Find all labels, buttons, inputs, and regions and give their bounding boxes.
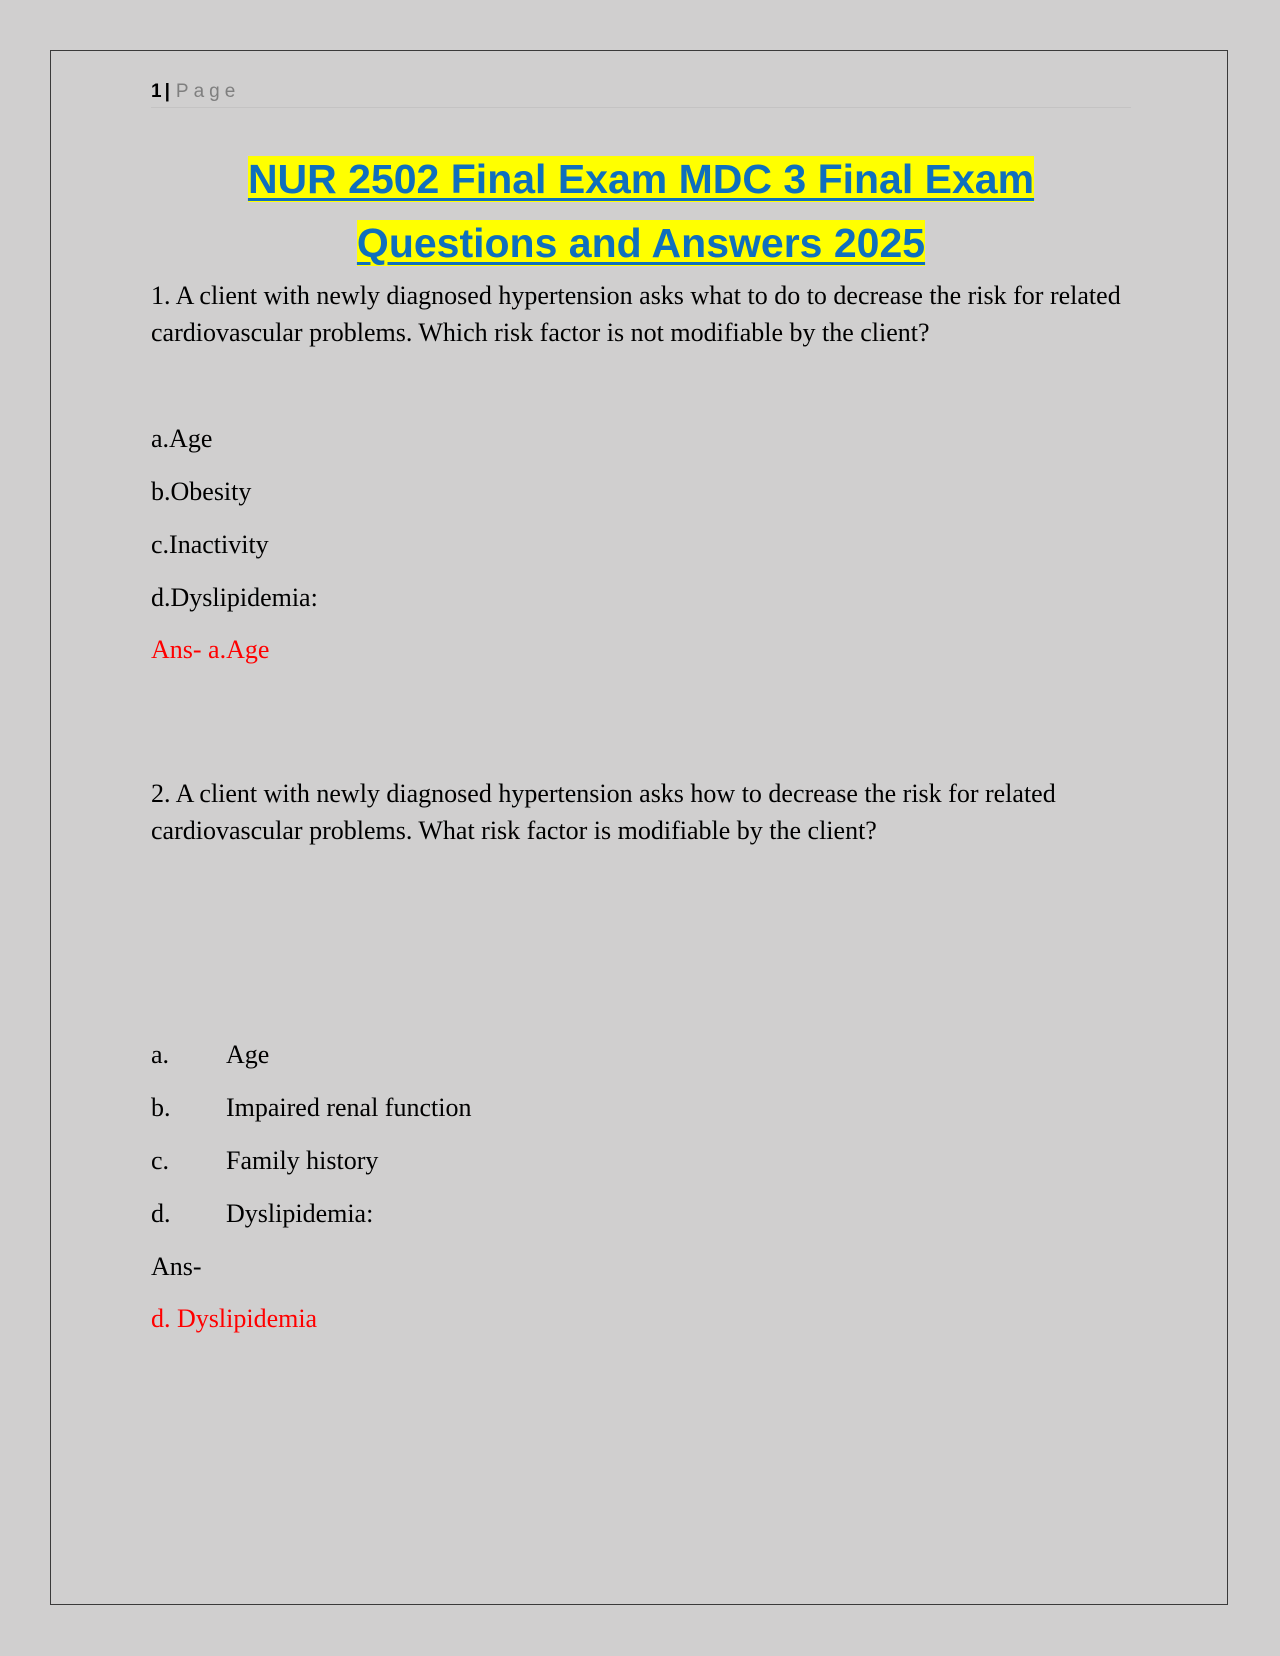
question-1-option-a: a.Age [151,424,213,453]
option-letter: c. [151,1146,170,1175]
title-line-1: NUR 2502 Final Exam MDC 3 Final Exam [247,156,1035,202]
question-1-text: 1. A client with newly diagnosed hypertension asks what to do to decrease the risk for related cardiovascular problems. Which risk factor is not modifiable by the client? [151,281,1121,347]
option-label: Dyslipidemia: [226,1199,374,1228]
option-label: Age [226,1040,270,1069]
question-1-option-b: b.Obesity [151,477,252,506]
question-2-option-b [151,1093,471,1123]
question-2-text: 2. A client with newly diagnosed hypertension asks how to decrease the risk for related cardiovascular problems. What risk factor is modifiable by the client? [151,779,1056,845]
option-letter: d. [151,1199,171,1228]
question-2-answer-label: Ans- [151,1252,202,1281]
question-2-option-c [151,1146,378,1176]
document-page [50,50,1228,1605]
header-separator: | [164,81,170,102]
page-header [151,77,1131,108]
question-1-answer: Ans- a.Age [151,635,270,664]
title-line-2: Questions and Answers 2025 [356,220,926,266]
option-letter: b. [151,1093,171,1122]
question-2-option-d [151,1199,373,1229]
question-1-option-d: d.Dyslipidemia: [151,583,318,612]
question-1-option-c: c.Inactivity [151,530,269,559]
page-number: 1 [151,81,162,102]
question-2-answer: d. Dyslipidemia [151,1304,318,1333]
question-2-option-a [151,1040,269,1070]
option-label: Impaired renal function [226,1093,472,1122]
option-letter: a. [151,1040,170,1069]
document-title [151,147,1131,275]
page-word: Page [175,81,241,102]
option-label: Family history [226,1146,379,1175]
